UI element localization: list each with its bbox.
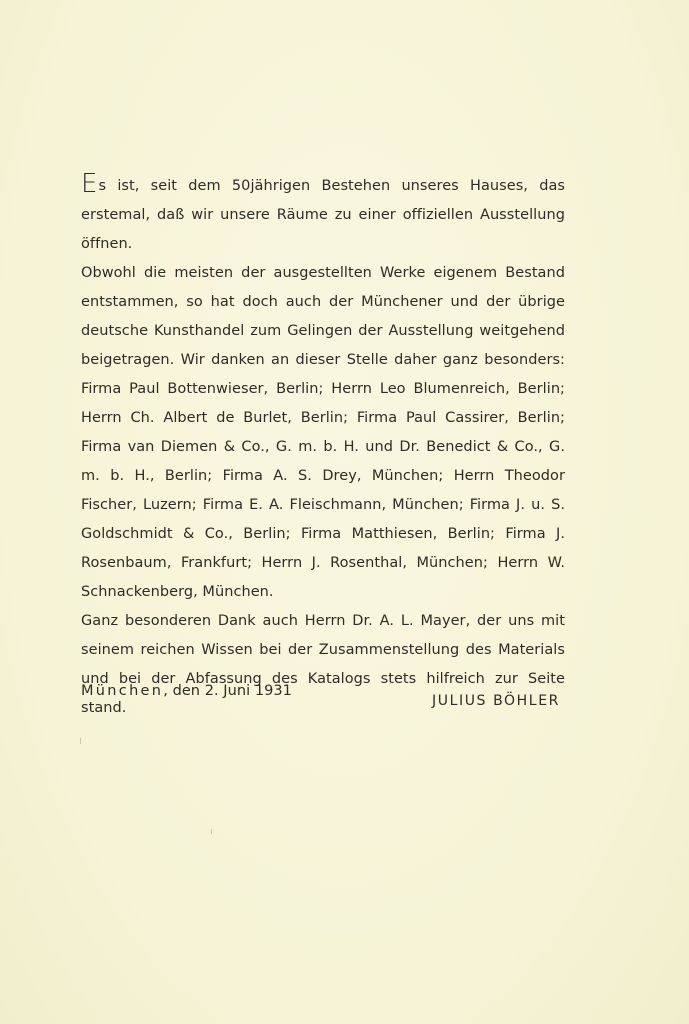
initial-letter: E (81, 169, 98, 199)
letter-body (81, 169, 565, 723)
place: München (81, 683, 164, 699)
paragraph-1 (81, 169, 565, 259)
paragraph-2: Obwohl die meisten der ausgestellten Werke eigenem Bestand entstammen, so hat doch auch der Münchener und der übrige deutsche Kunsthandel zum Gelingen der Ausstellung weitgehend beigetragen. Wir danken an dieser Stelle daher ganz besonders: Firma Paul Bottenwieser, Berlin; Herrn Leo Blumenreich, Berlin; Herrn Ch. Albert de Burlet, Berlin; Firma Paul Cassirer, Berlin; Firma van Diemen & Co., G. m. b. H. und Dr. Benedict & Co., G. m. b. H., Berlin; Firma A. S. Drey, München; Herrn Theodor Fischer, Luzern; Firma E. A. Fleischmann, München; Firma J. u. S. Goldschmidt & Co., Berlin; Firma Matthiesen, Berlin; Firma J. Rosenbaum, Frankfurt; Herrn J. Rosenthal, München; Herrn W. Schnackenberg, München. (81, 265, 565, 600)
place-date-line (81, 683, 292, 699)
paragraph-1-text: s ist, seit dem 50jährigen Bestehen unseres Hauses, das erstemal, daß wir unsere Räume zu einer offiziellen Ausstellung öffnen. (81, 178, 565, 252)
paragraph-3: Ganz besonderen Dank auch Herrn Dr. A. L. Mayer, der uns mit seinem reichen Wissen bei der Zusammenstellung des Materials und bei der Abfassung des Katalogs stets hilfreich zur Seite stand. (81, 613, 565, 716)
paper-speck (211, 829, 212, 834)
paper-speck (80, 738, 81, 744)
signature: JULIUS BÖHLER (432, 693, 560, 709)
date: , den 2. Juni 1931 (163, 683, 292, 699)
